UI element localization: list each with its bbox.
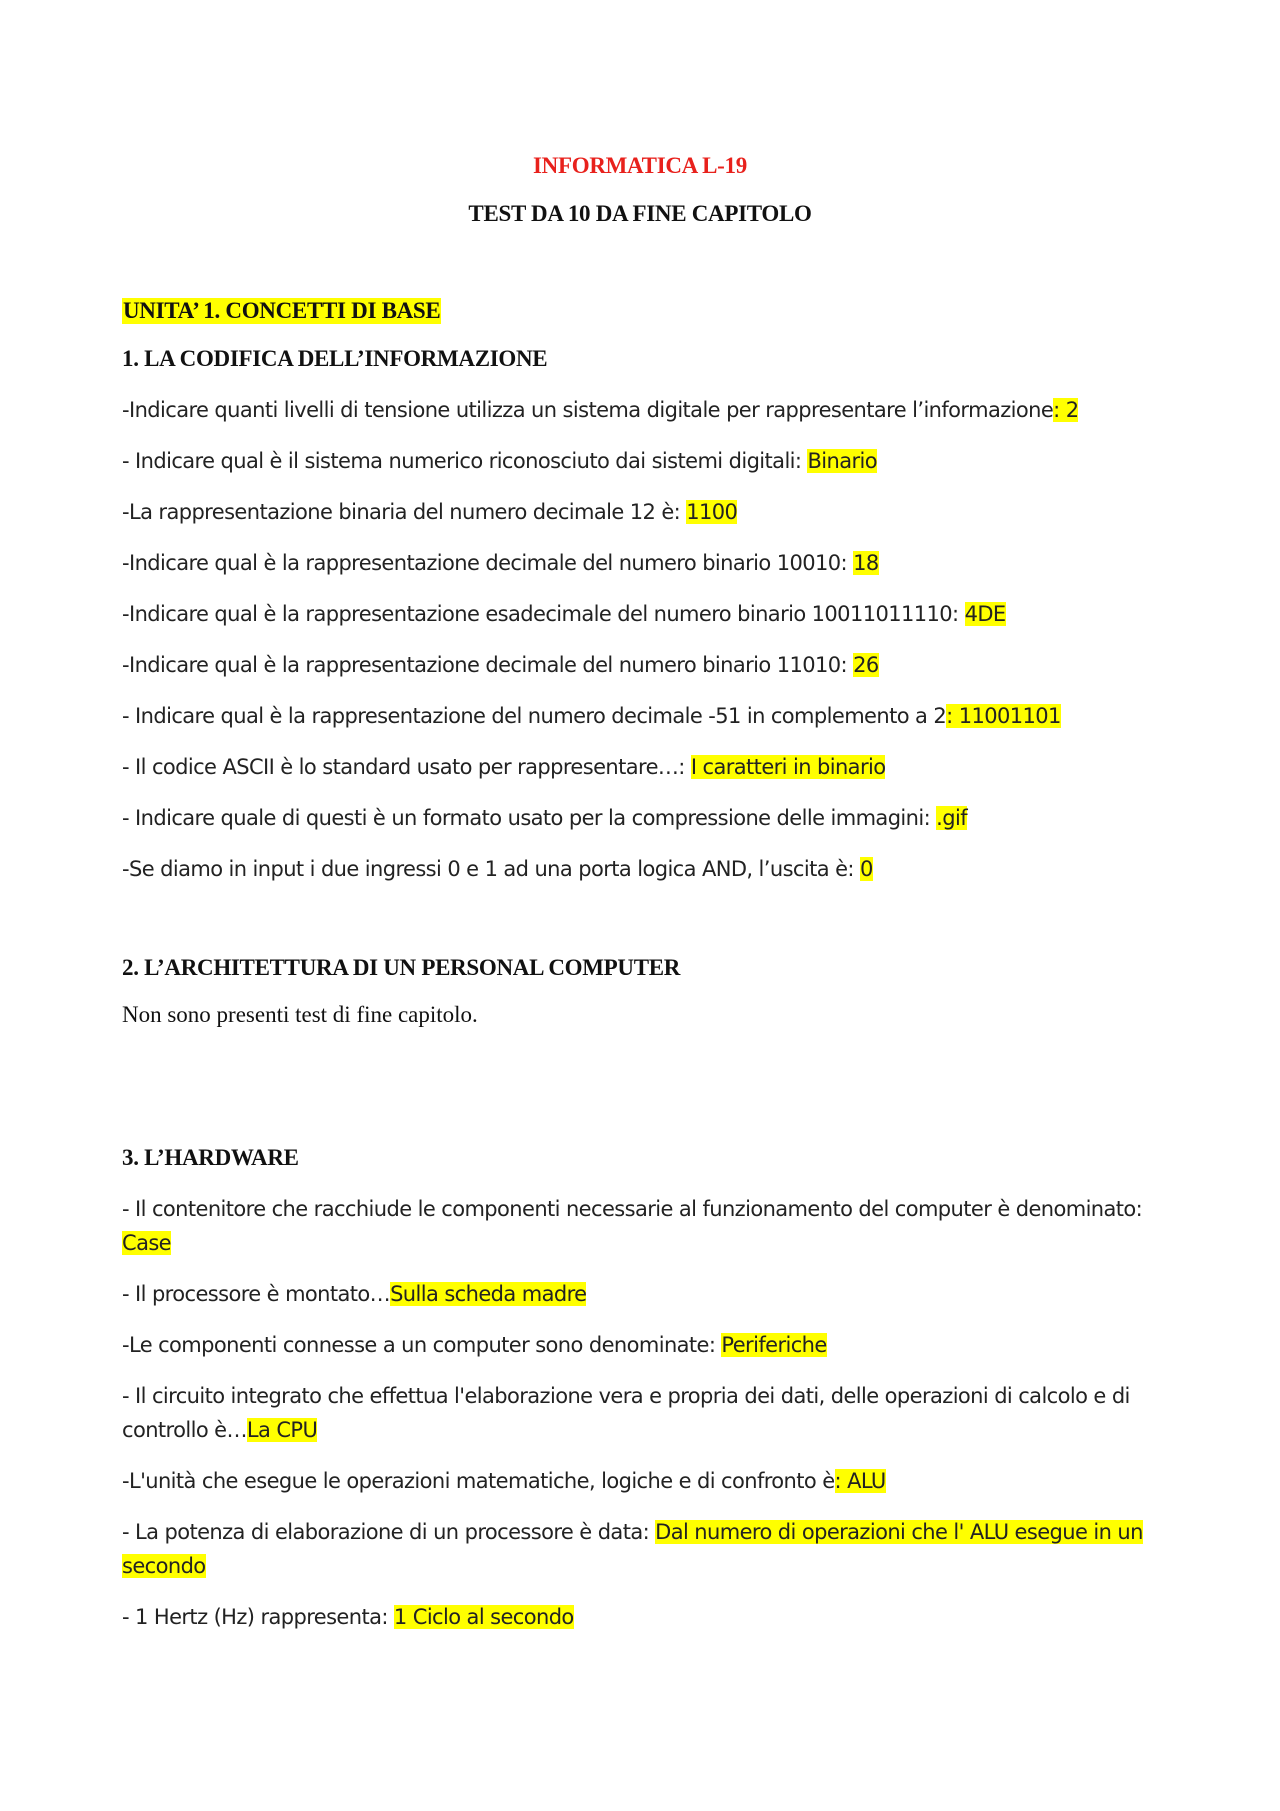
answer-highlight: : ALU [834, 1469, 886, 1493]
question-text: - Indicare qual è il sistema numerico riconosciuto dai sistemi digitali: [122, 449, 808, 473]
question-text: -Se diamo in input i due ingressi 0 e 1 ad una porta logica AND, l’uscita è: [122, 857, 860, 881]
answer-highlight: Dal numero di operazioni che l' ALU esegue in un secondo [122, 1520, 1143, 1578]
section-heading-3: 3. L’HARDWARE [122, 1145, 299, 1170]
answer-highlight: 1 Ciclo al secondo [393, 1605, 574, 1629]
answer-highlight: 4DE [964, 602, 1006, 626]
answer-highlight: Periferiche [721, 1333, 827, 1357]
answer-highlight: I caratteri in binario [690, 755, 886, 779]
question-item [122, 750, 1182, 784]
question-item [122, 1277, 1182, 1311]
question-item [122, 852, 1182, 886]
question-item [122, 1328, 1182, 1362]
unit-heading: UNITA’ 1. CONCETTI DI BASE [123, 298, 441, 323]
section-heading-1: 1. LA CODIFICA DELL’INFORMAZIONE [122, 346, 548, 371]
answer-highlight: .gif [936, 806, 967, 830]
question-text: - La potenza di elaborazione di un processore è data: [122, 1520, 656, 1544]
question-text: - 1 Hertz (Hz) rappresenta: [122, 1605, 394, 1629]
answer-highlight: 0 [859, 857, 873, 881]
answer-highlight: 1100 [686, 500, 738, 524]
question-item [122, 393, 1182, 427]
question-item [122, 1379, 1182, 1447]
answer-highlight: : 2 [1053, 398, 1079, 422]
question-item [122, 1600, 1182, 1634]
question-text: -La rappresentazione binaria del numero decimale 12 è: [122, 500, 687, 524]
question-text: - Il circuito integrato che effettua l'elaborazione vera e propria dei dati, delle operazioni di calcolo e di controllo è… [122, 1384, 1130, 1442]
answer-highlight: Case [122, 1231, 171, 1255]
answer-highlight: Binario [807, 449, 878, 473]
question-text: -L'unità che esegue le operazioni matematiche, logiche e di confronto è [122, 1469, 835, 1493]
section-note: Non sono presenti test di fine capitolo. [122, 1002, 478, 1027]
question-item [122, 1464, 1182, 1498]
question-item [122, 444, 1182, 478]
question-text: - Indicare quale di questi è un formato usato per la compressione delle immagini: [122, 806, 937, 830]
question-text: -Le componenti connesse a un computer sono denominate: [122, 1333, 722, 1357]
question-text: -Indicare qual è la rappresentazione esadecimale del numero binario 10011011110: [122, 602, 965, 626]
section-heading-2: 2. L’ARCHITETTURA DI UN PERSONAL COMPUTER [122, 955, 681, 980]
question-text: -Indicare qual è la rappresentazione decimale del numero binario 11010: [122, 653, 854, 677]
question-text: -Indicare qual è la rappresentazione decimale del numero binario 10010: [122, 551, 854, 575]
question-item [122, 597, 1182, 631]
question-item [122, 648, 1182, 682]
answer-highlight: : 11001101 [946, 704, 1061, 728]
question-text: -Indicare quanti livelli di tensione utilizza un sistema digitale per rappresentare l’informazione [122, 398, 1054, 422]
question-item [122, 699, 1182, 733]
answer-highlight: Sulla scheda madre [390, 1282, 587, 1306]
answer-highlight: La CPU [246, 1418, 318, 1442]
document-subtitle: TEST DA 10 DA FINE CAPITOLO [468, 201, 812, 226]
question-text: - Indicare qual è la rappresentazione del numero decimale -51 in complemento a 2 [122, 704, 947, 728]
question-item [122, 495, 1182, 529]
question-text: - Il processore è montato… [122, 1282, 391, 1306]
question-text: - Il codice ASCII è lo standard usato per rappresentare…: [122, 755, 691, 779]
question-item [122, 1192, 1182, 1260]
answer-highlight: 26 [853, 653, 879, 677]
question-item [122, 546, 1182, 580]
answer-highlight: 18 [853, 551, 879, 575]
question-item [122, 1515, 1182, 1583]
question-text: - Il contenitore che racchiude le componenti necessarie al funzionamento del computer è denominato: [122, 1197, 1143, 1221]
question-item [122, 801, 1182, 835]
document-title: INFORMATICA L-19 [533, 153, 747, 178]
